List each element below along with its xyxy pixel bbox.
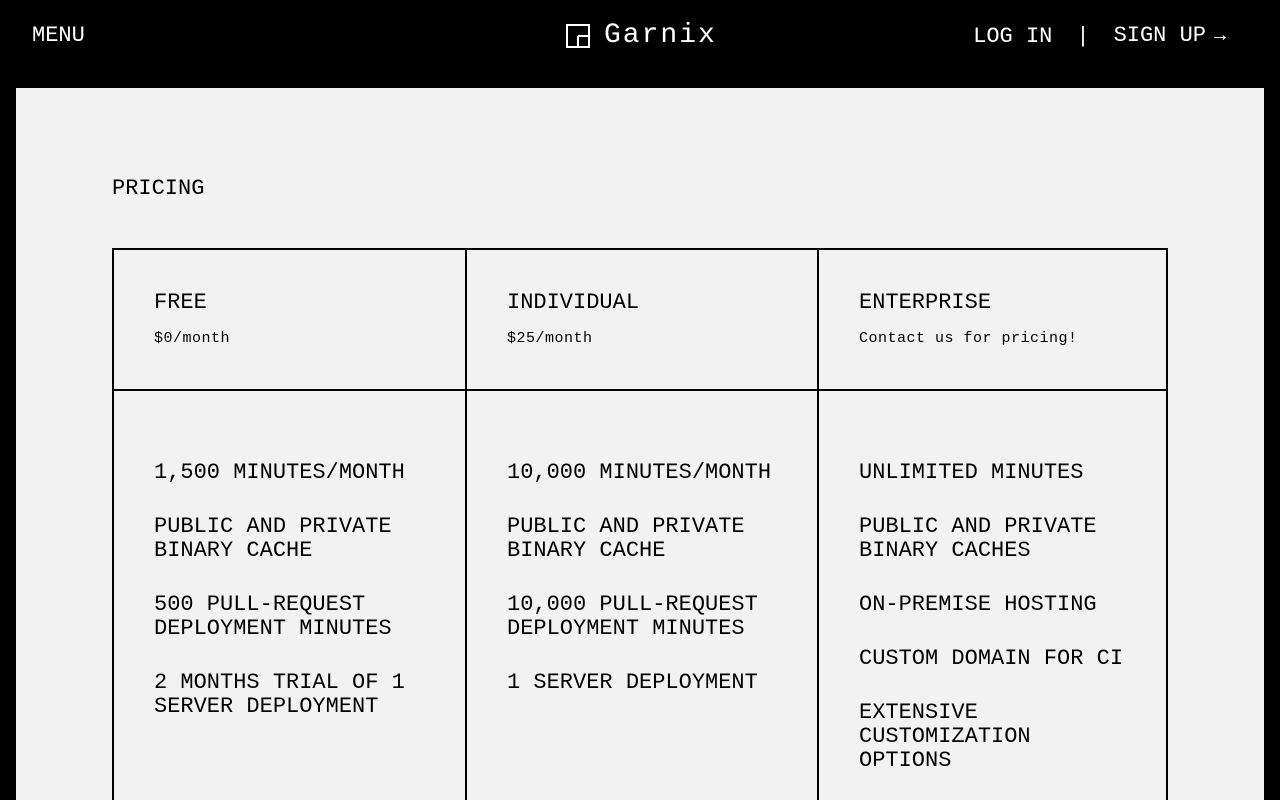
- nav-separator: |: [1076, 23, 1090, 49]
- plan-name: INDIVIDUAL: [507, 290, 640, 315]
- plan-feature: UNLIMITED MINUTES: [859, 460, 1084, 485]
- plan-name: FREE: [154, 290, 207, 315]
- sign-up-label: SIGN UP: [1113, 23, 1206, 48]
- logo-wordmark: Garnix: [604, 20, 717, 51]
- plan-feature: 1,500 MINUTES/MONTH: [154, 460, 405, 485]
- plan-header-enterprise: [817, 250, 1166, 391]
- plan-feature: 10,000 PULL-REQUEST DEPLOYMENT MINUTES: [507, 592, 758, 641]
- garnix-logo-icon: [566, 24, 590, 48]
- auth-links: [973, 22, 1226, 51]
- plan-features-individual: [465, 391, 817, 800]
- plan-feature: ON-PREMISE HOSTING: [859, 592, 1097, 617]
- sign-up-link[interactable]: [1114, 22, 1226, 51]
- plan-feature: 2 MONTHS TRIAL OF 1 SERVER DEPLOYMENT: [154, 670, 405, 719]
- plan-feature: EXTENSIVE CUSTOMIZATION OPTIONS: [859, 700, 1031, 773]
- plan-feature: 1 SERVER DEPLOYMENT: [507, 670, 758, 695]
- plan-name: ENTERPRISE: [859, 290, 992, 315]
- top-navigation-bar: [0, 0, 1280, 88]
- pricing-section-title: PRICING: [112, 176, 205, 201]
- plan-price: $0/month: [154, 330, 231, 347]
- plan-feature: PUBLIC AND PRIVATE BINARY CACHE: [507, 514, 745, 563]
- menu-button[interactable]: MENU: [32, 23, 85, 48]
- plan-price: $25/month: [507, 330, 593, 347]
- pricing-table: [112, 248, 1168, 800]
- arrow-right-icon: →: [1213, 25, 1226, 48]
- plan-feature: CUSTOM DOMAIN FOR CI: [859, 646, 1124, 671]
- plan-header-individual: [465, 250, 817, 391]
- plan-feature: 500 PULL-REQUEST DEPLOYMENT MINUTES: [154, 592, 392, 641]
- plan-feature: PUBLIC AND PRIVATE BINARY CACHES: [859, 514, 1097, 563]
- plan-price: Contact us for pricing!: [859, 330, 1078, 347]
- pricing-panel: [16, 88, 1264, 800]
- plan-header-free: [114, 250, 465, 391]
- plan-features-free: [114, 391, 465, 800]
- plan-features-enterprise: [817, 391, 1166, 800]
- garnix-logo[interactable]: [566, 20, 717, 52]
- plan-feature: 10,000 MINUTES/MONTH: [507, 460, 772, 485]
- log-in-link[interactable]: LOG IN: [973, 23, 1053, 49]
- plan-feature: PUBLIC AND PRIVATE BINARY CACHE: [154, 514, 392, 563]
